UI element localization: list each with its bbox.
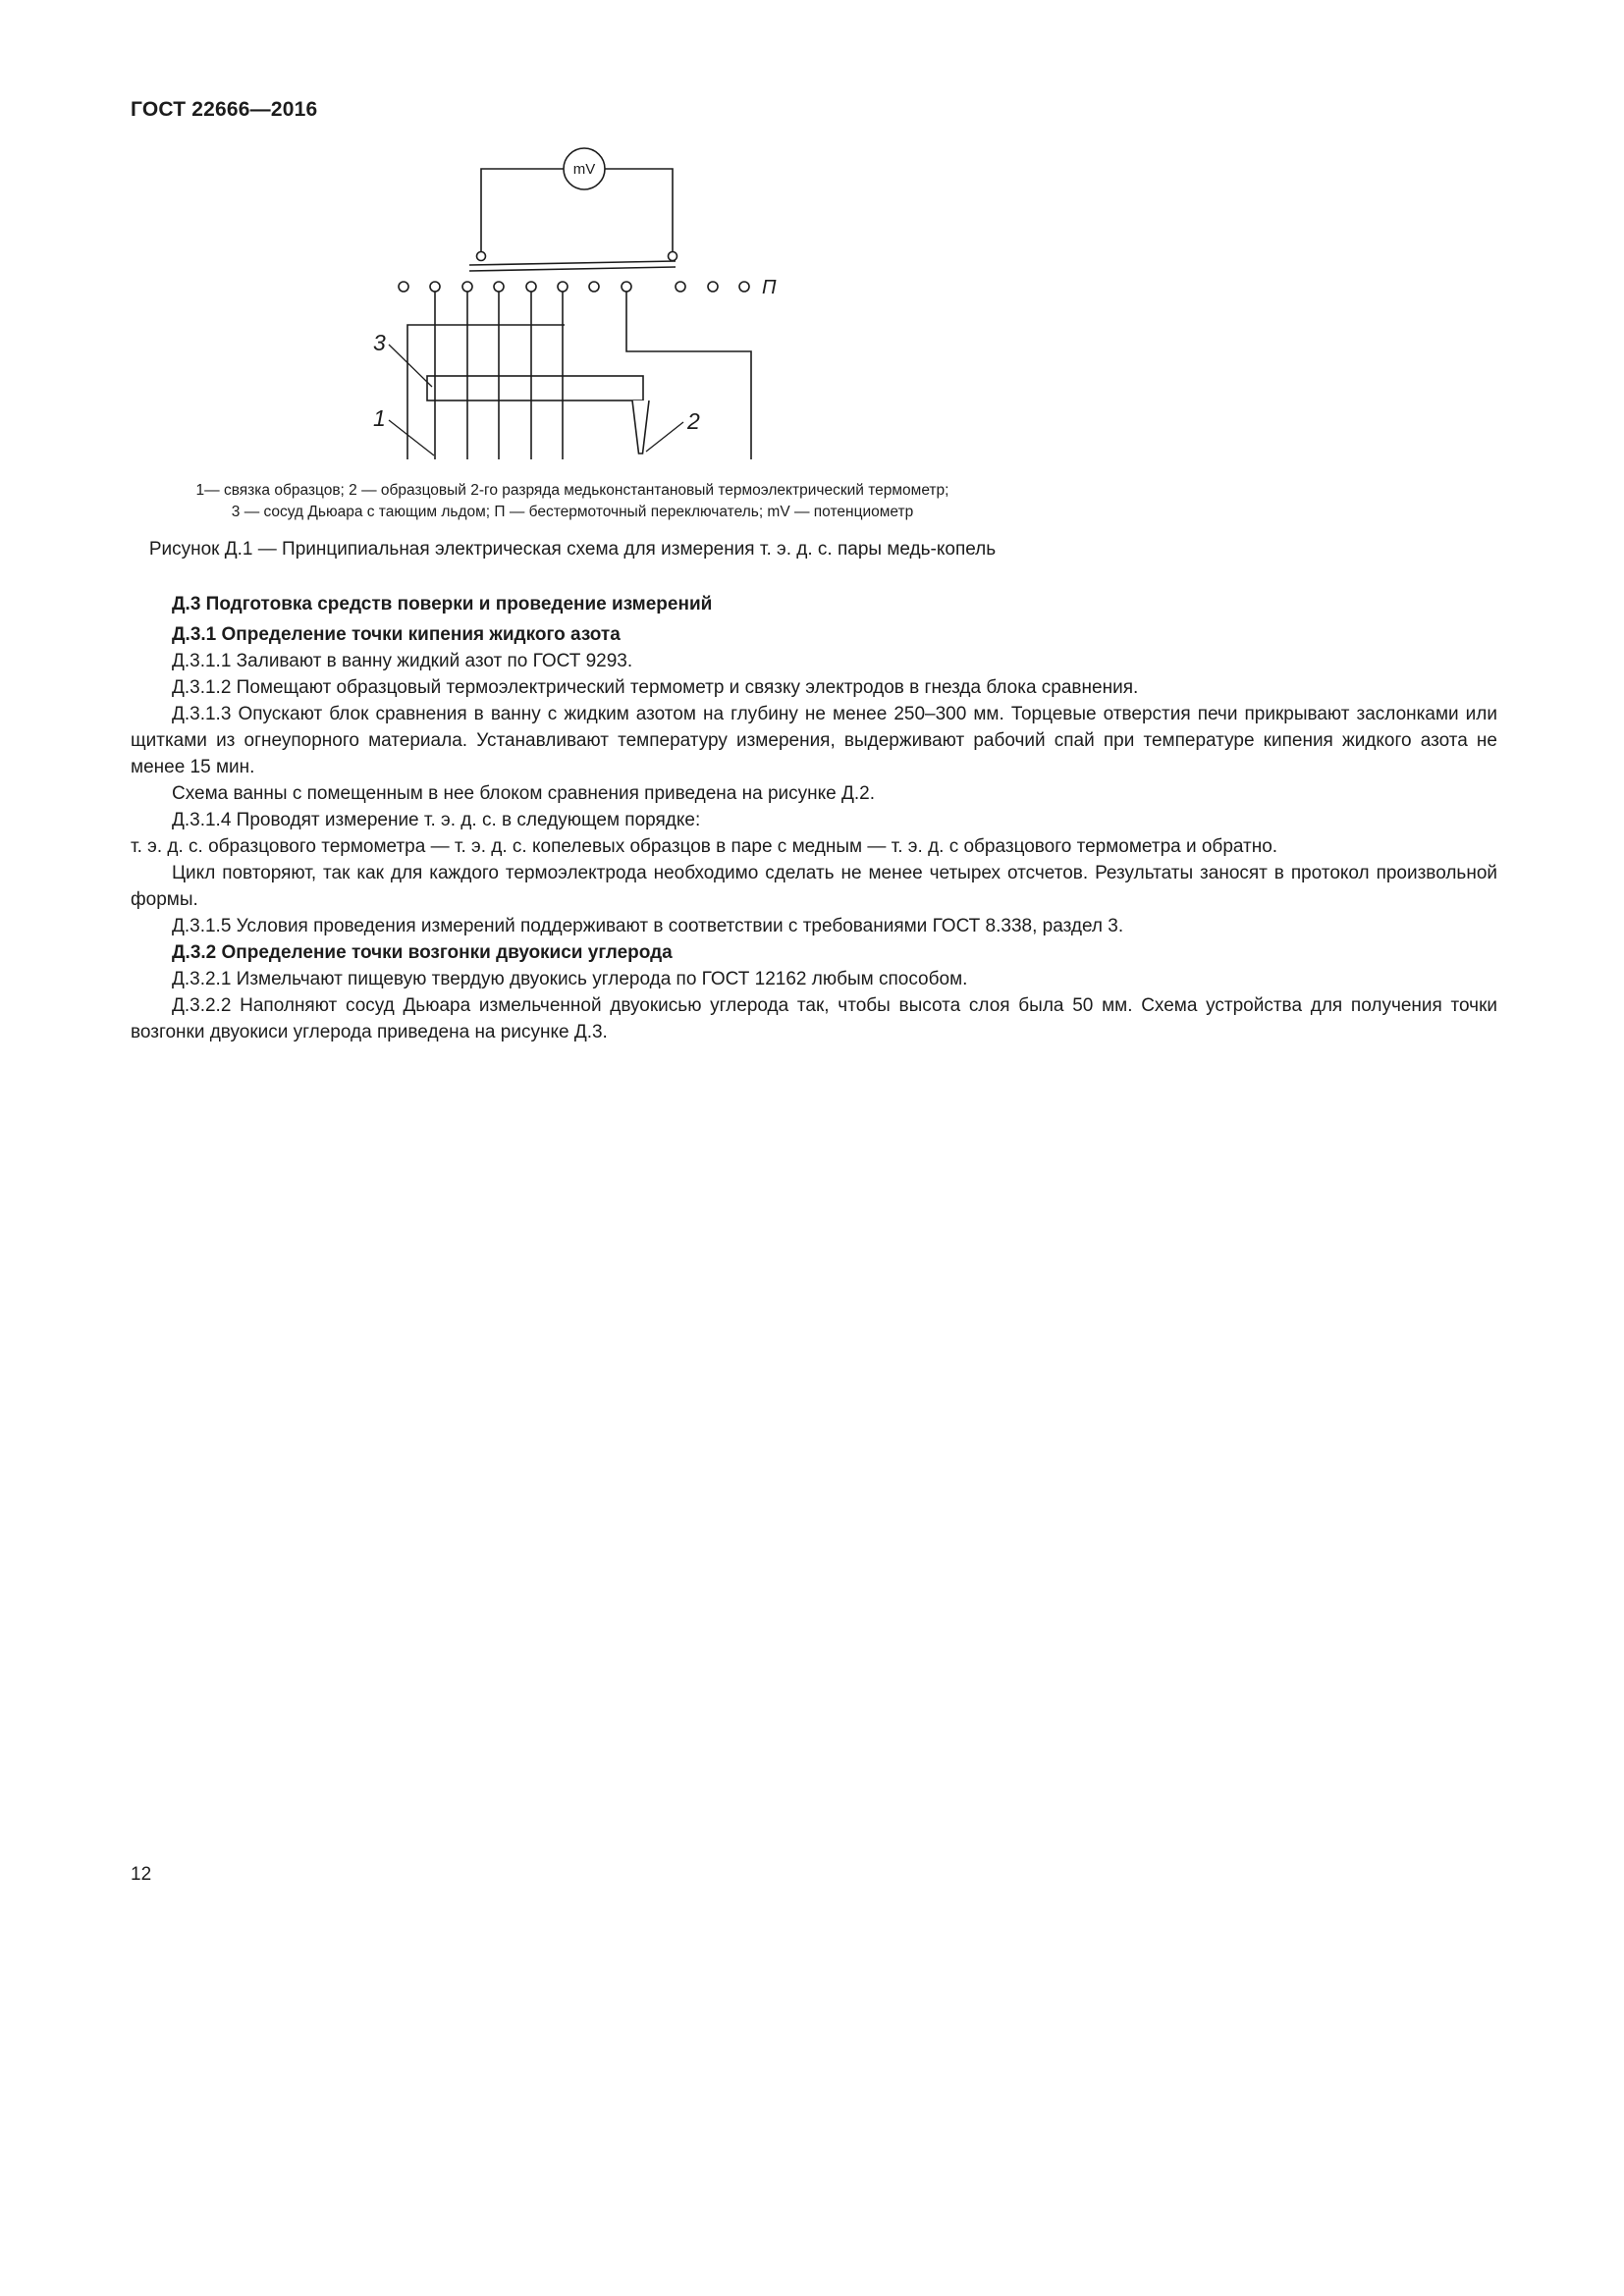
leader-line-3 (389, 345, 432, 387)
millivoltmeter-label: mV (572, 161, 596, 178)
wire-left (481, 169, 564, 251)
item-label-1: 1 (373, 405, 386, 431)
body-text (131, 583, 1497, 1045)
figure-caption-line2: 3 — сосуд Дьюара с тающим льдом; П — бестермоточный переключатель; mV — потенциометр (231, 504, 914, 520)
subsection-heading-d32: Д.3.2 Определение точки возгонки двуокиси углерода (172, 942, 673, 963)
contact-terminal (494, 282, 504, 292)
circuit-diagram (324, 143, 785, 477)
contact-terminal (739, 282, 749, 292)
switch-pivot-right (669, 252, 677, 261)
contact-terminal (676, 282, 685, 292)
contact-terminal (708, 282, 718, 292)
switch-bar-top (469, 261, 676, 265)
leader-line-1 (389, 420, 434, 455)
contact-terminal (430, 282, 440, 292)
paragraph-d322: Д.3.2.2 Наполняют сосуд Дьюара измельченной двуокисью углерода так, чтобы высота слоя была 50 мм. Схема устройства для получения точки возгонки двуокиси углерода приведена на рисунке Д.3. (131, 995, 1497, 1042)
paragraph-d313: Д.3.1.3 Опускают блок сравнения в ванну с жидким азотом на глубину не менее 250–300 мм. Торцевые отверстия печи прикрывают заслонками или щитками из огнеупорного материала. Устанавливают температуру измерения, выдерживают рабочий спай при температуре кипения жидкого азота не менее 15 мин. (131, 704, 1497, 777)
reference-thermometer (632, 400, 649, 454)
figure-caption-line1: 1— связка образцов; 2 — образцовый 2-го разряда медьконстантановый термоэлектрический термометр; (195, 482, 949, 499)
contact-terminal (399, 282, 408, 292)
item-label-2: 2 (687, 408, 700, 434)
document-standard-number: ГОСТ 22666—2016 (131, 98, 318, 121)
wire-right (605, 169, 673, 251)
page-number: 12 (131, 1864, 152, 1885)
switch-pivot-left (477, 252, 486, 261)
paragraph-d311: Д.3.1.1 Заливают в ванну жидкий азот по ГОСТ 9293. (172, 651, 633, 671)
figure-caption (131, 480, 1014, 523)
contact-terminal (558, 282, 568, 292)
paragraph-cycle: Цикл повторяют, так как для каждого термоэлектрода необходимо сделать не менее четырех отсчетов. Результаты заносят в протокол произвольной формы. (131, 863, 1497, 910)
contact-terminal (589, 282, 599, 292)
switch-label: П (762, 277, 777, 298)
paragraph-teds-order: т. э. д. с. образцового термометра — т. э. д. с. копелевых образцов в паре с медным — т. э. д. с образцового термометра и обратно. (131, 836, 1278, 857)
comparison-block (427, 376, 643, 400)
paragraph-d312: Д.3.1.2 Помещают образцовый термоэлектрический термометр и связку электродов в гнезда блока сравнения. (172, 677, 1139, 698)
subsection-heading-d31: Д.3.1 Определение точки кипения жидкого азота (172, 624, 621, 645)
figure-title: Рисунок Д.1 — Принципиальная электрическая схема для измерения т. э. д. с. пары медь-копель (148, 539, 997, 560)
contact-terminal (526, 282, 536, 292)
paragraph-d314: Д.3.1.4 Проводят измерение т. э. д. с. в следующем порядке: (172, 810, 701, 830)
contact-terminal (462, 282, 472, 292)
paragraph-scheme-d2: Схема ванны с помещенным в нее блоком сравнения приведена на рисунке Д.2. (172, 783, 876, 804)
section-heading-d3: Д.3 Подготовка средств поверки и проведение измерений (172, 594, 713, 614)
contact-terminal (622, 282, 631, 292)
leader-line-2 (646, 422, 683, 452)
switch-bar-bottom (469, 267, 676, 271)
item-label-3: 3 (373, 330, 386, 355)
paragraph-d321: Д.3.2.1 Измельчают пищевую твердую двуокись углерода по ГОСТ 12162 любым способом. (172, 969, 968, 989)
paragraph-d315: Д.3.1.5 Условия проведения измерений поддерживают в соответствии с требованиями ГОСТ 8.338, раздел 3. (172, 916, 1124, 936)
